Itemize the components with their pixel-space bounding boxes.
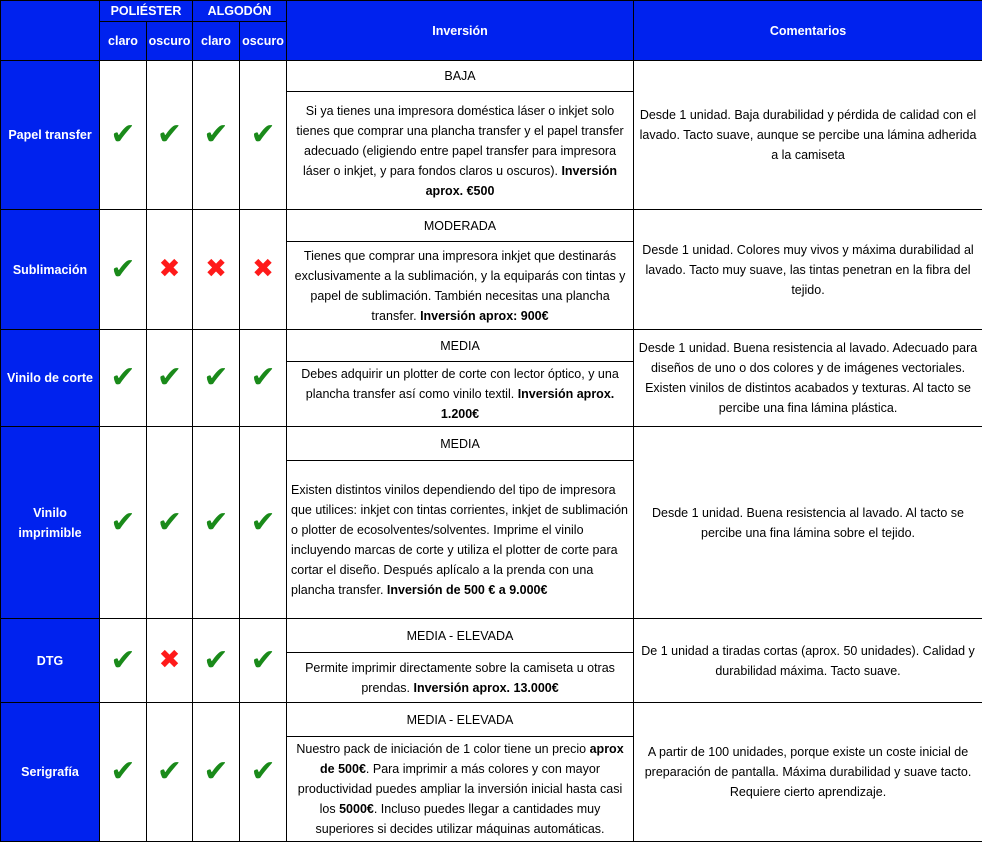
comment-cell: Desde 1 unidad. Colores muy vivos y máxima durabilidad al lavado. Tacto muy suave, las tintas penetran en la fibra del tejido.	[634, 210, 982, 330]
check-icon: ✔	[110, 642, 136, 678]
investment-level: BAJA	[287, 61, 634, 92]
check-icon: ✔	[110, 754, 136, 789]
check-icon: ✔	[203, 117, 229, 152]
check-icon: ✔	[203, 754, 229, 789]
check-icon: ✔	[156, 754, 183, 789]
header-algodon-claro: claro	[193, 22, 240, 61]
row-label-sublimacion: Sublimación	[1, 210, 100, 330]
header-algodon-oscuro: oscuro	[240, 22, 287, 61]
mark-cell	[193, 210, 240, 330]
check-icon: ✔	[156, 504, 183, 540]
check-icon: ✔	[110, 251, 136, 287]
mark-cell	[240, 210, 287, 330]
investment-level: MEDIA	[287, 330, 634, 362]
investment-description: Debes adquirir un plotter de corte con lector óptico, y una plancha transfer así como vinilo textil. Inversión aprox. 1.200€	[287, 362, 634, 427]
row-label-dtg: DTG	[1, 619, 100, 703]
header-poliester: POLIÉSTER	[100, 1, 193, 22]
header-poliester-claro: claro	[100, 22, 147, 61]
mark-cell	[147, 619, 193, 703]
investment-level: MEDIA - ELEVADA	[287, 703, 634, 737]
mark-cell	[147, 61, 193, 210]
comment-cell: Desde 1 unidad. Buena resistencia al lavado. Adecuado para diseños de uno o dos colores y de imágenes vectoriales. Existen vinilos de distintos acabados y texturas. Al tacto se percibe una fina lámina plástica.	[634, 330, 982, 427]
check-icon: ✔	[250, 117, 276, 152]
check-icon: ✔	[250, 754, 276, 789]
mark-cell	[100, 61, 147, 210]
cross-icon: ✖	[252, 254, 274, 284]
check-icon: ✔	[203, 360, 229, 395]
mark-cell	[240, 330, 287, 427]
investment-description: Permite imprimir directamente sobre la camiseta u otras prendas. Inversión aprox. 13.000€	[287, 653, 634, 703]
investment-level: MODERADA	[287, 210, 634, 242]
header-inversion: Inversión	[287, 1, 634, 61]
comment-cell: Desde 1 unidad. Buena resistencia al lavado. Al tacto se percibe una fina lámina sobre el tejido.	[634, 427, 982, 619]
row-label-vinilo-de-corte: Vinilo de corte	[1, 330, 100, 427]
mark-cell	[147, 703, 193, 842]
check-icon: ✔	[156, 117, 183, 152]
mark-cell	[193, 427, 240, 619]
mark-cell	[147, 210, 193, 330]
check-icon: ✔	[203, 642, 229, 678]
investment-description: Tienes que comprar una impresora inkjet que destinarás exclusivamente a la sublimación, y la equiparás con tintas y papel de sublimación. También necesitas una plancha transfer. Inversión aprox: 900€	[287, 242, 634, 330]
check-icon: ✔	[203, 504, 229, 540]
investment-level: MEDIA	[287, 427, 634, 461]
mark-cell	[100, 330, 147, 427]
cross-icon: ✖	[158, 254, 181, 284]
mark-cell	[240, 703, 287, 842]
mark-cell	[100, 619, 147, 703]
cross-icon: ✖	[158, 645, 181, 675]
row-label-vinilo-imprimible: Vinilo imprimible	[1, 427, 100, 619]
mark-cell	[100, 210, 147, 330]
comment-cell: Desde 1 unidad. Baja durabilidad y pérdida de calidad con el lavado. Tacto suave, aunque se percibe una lámina adherida a la camiseta	[634, 61, 982, 210]
mark-cell	[193, 61, 240, 210]
check-icon: ✔	[250, 642, 276, 678]
check-icon: ✔	[110, 360, 136, 395]
check-icon: ✔	[110, 117, 136, 152]
mark-cell	[147, 427, 193, 619]
row-label-papel-transfer: Papel transfer	[1, 61, 100, 210]
header-empty	[1, 1, 100, 61]
investment-description: Si ya tienes una impresora doméstica láser o inkjet solo tienes que comprar una plancha transfer y el papel transfer adecuado (eligiendo entre papel transfer para impresora láser o inkjet, y para fondos claros u oscuros). Inversión aprox. €500	[287, 92, 634, 210]
row-label-serigrafia: Serigrafía	[1, 703, 100, 842]
investment-description: Nuestro pack de iniciación de 1 color tiene un precio aprox de 500€. Para imprimir a más colores y con mayor productividad puedes ampliar la inversión inicial hasta casi los 5000€. Incluso puedes llegar a cantidades muy superiores si decides utilizar máquinas automáticas.	[287, 737, 634, 842]
check-icon: ✔	[110, 504, 136, 540]
header-algodon: ALGODÓN	[193, 1, 287, 22]
check-icon: ✔	[250, 504, 276, 540]
mark-cell	[193, 330, 240, 427]
check-icon: ✔	[250, 360, 276, 395]
comment-cell: De 1 unidad a tiradas cortas (aprox. 50 unidades). Calidad y durabilidad máxima. Tacto suave.	[634, 619, 982, 703]
investment-description: Existen distintos vinilos dependiendo del tipo de impresora que utilices: inkjet con tintas corrientes, inkjet de sublimación o plotter de ecosolventes/solventes. Imprime el vinilo incluyendo marcas de corte y utiliza el plotter de corte para cortar el diseño. Después aplícalo a la prenda con una plancha transfer. Inversión de 500 € a 9.000€	[287, 461, 634, 619]
mark-cell	[240, 61, 287, 210]
investment-level: MEDIA - ELEVADA	[287, 619, 634, 653]
cross-icon: ✖	[205, 254, 227, 284]
check-icon: ✔	[156, 360, 183, 395]
mark-cell	[240, 427, 287, 619]
comment-cell: A partir de 100 unidades, porque existe un coste inicial de preparación de pantalla. Máxima durabilidad y suave tacto. Requiere cierto aprendizaje.	[634, 703, 982, 842]
mark-cell	[240, 619, 287, 703]
mark-cell	[193, 703, 240, 842]
mark-cell	[193, 619, 240, 703]
mark-cell	[100, 703, 147, 842]
header-poliester-oscuro: oscuro	[147, 22, 193, 61]
header-comentarios: Comentarios	[634, 1, 982, 61]
mark-cell	[147, 330, 193, 427]
mark-cell	[100, 427, 147, 619]
